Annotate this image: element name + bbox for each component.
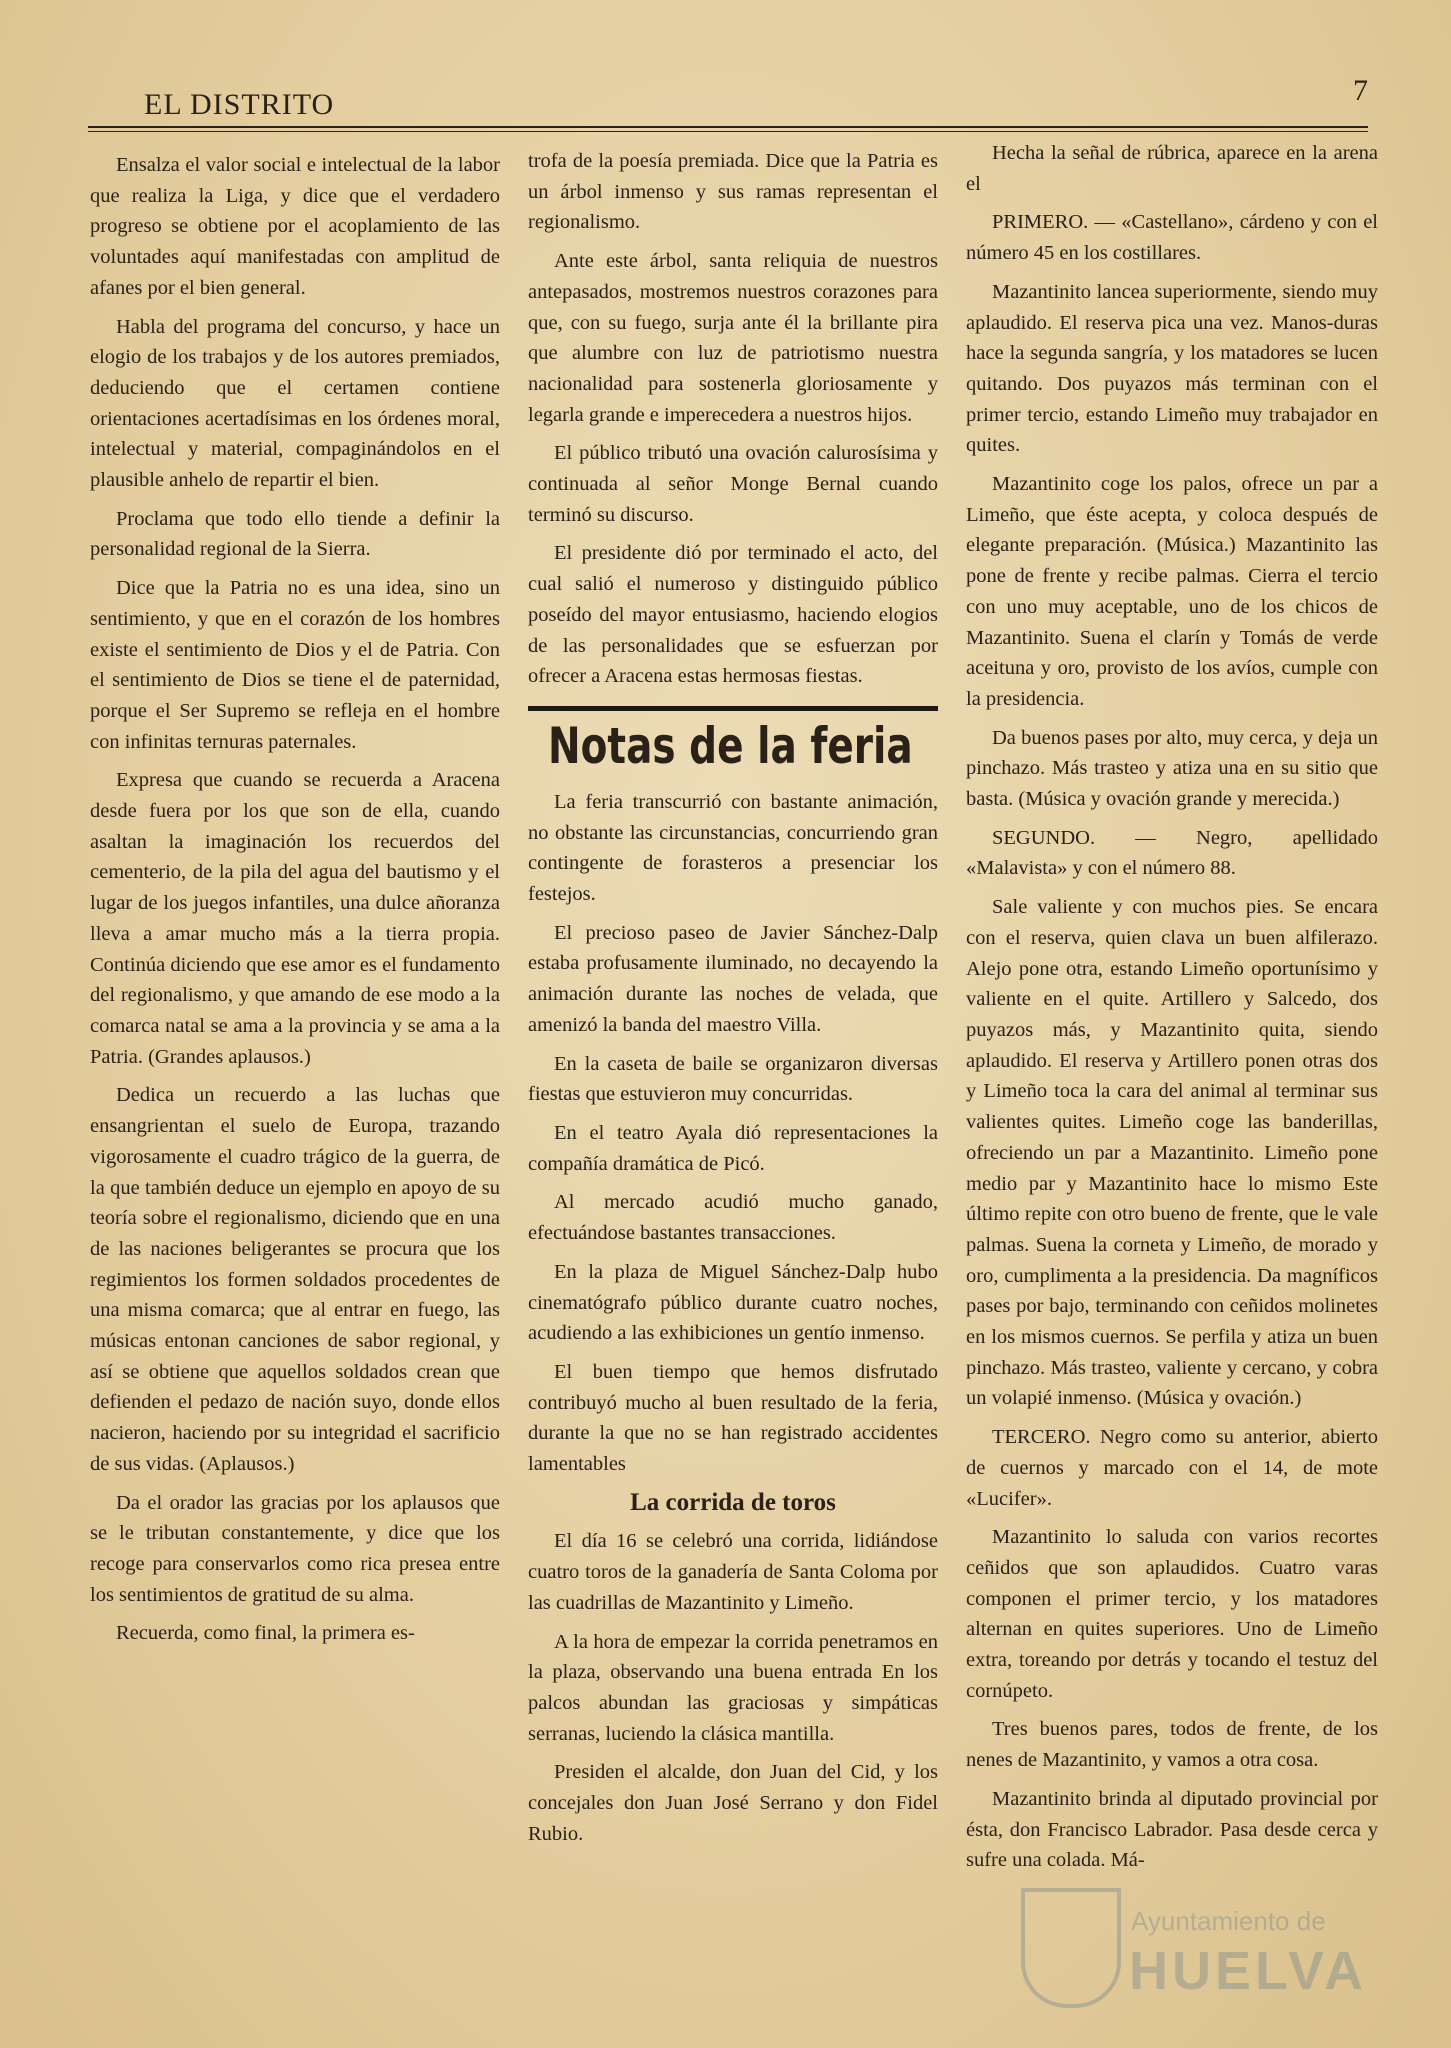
masthead — [88, 74, 1368, 132]
paragraph: Sale valiente y con muchos pies. Se encara con el reserva, quien clava un buen alfilerazo. Alejo pone otra, estando Limeño oportunísimo y valiente en el quite. Artillero y Salcedo, dos puyazos más, y Mazantinito quita, siendo aplaudido. El reserva y Artillero ponen otras dos y Limeño toca la cara del animal al terminar sus valientes quites. Limeño coge las banderillas, ofreciendo un par a Mazantinito. Limeño pone medio par y Mazantinito hace lo mismo Este último repite con otro bueno de frente, que le vale palmas. Suena la corneta y Limeño, de morado y oro, cumplimenta a la presidencia. Da magníficos pases por bajo, terminando con ceñidos molinetes en los mismos cuernos. Se perfila y atiza un buen pinchazo. Más trasteo, valiente y cercano, y cobra un volapié inmenso. (Música y ovación.) — [966, 896, 1378, 1410]
watermark-line-1: Ayuntamiento de — [1131, 1906, 1326, 1936]
paragraph: En la caseta de baile se organizaron diversas fiestas que estuvieron muy concurridas. — [528, 1052, 938, 1106]
paragraph: Mazantinito lo saluda con varios recortes ceñidos que son aplaudidos. Cuatro varas componen el primer tercio, y los matadores alternan en quites superiores. Uno de Limeño extra, toreando por detrás y tocando el testuz del cornúpeto. — [966, 1526, 1378, 1702]
paragraph: A la hora de empezar la corrida penetramos en la plaza, observando una buena entrada En los palcos abundan las graciosas y simpáticas serranas, luciendo la clásica mantilla. — [528, 1630, 938, 1745]
paragraph: Ensalza el valor social e intelectual de la labor que realiza la Liga, y dice que el verdadero progreso se obtiene por el acoplamiento de las voluntades aquí manifestadas con amplitud de afanes por el bien general. — [90, 154, 500, 299]
paragraph: TERCERO. Negro como su anterior, abierto de cuernos y marcado con el 14, de mote «Lucifer». — [966, 1426, 1378, 1510]
paragraph: Tres buenos pares, todos de frente, de los nenes de Mazantinito, y vamos a otra cosa. — [966, 1718, 1378, 1772]
shield-icon — [1021, 1888, 1121, 2008]
paragraph: SEGUNDO. — Negro, apellidado «Malavista» y con el número 88. — [966, 826, 1378, 880]
paragraph: PRIMERO. — «Castellano», cárdeno y con el número 45 en los costillares. — [966, 211, 1378, 265]
paragraph: Mazantinito lancea superiormente, siendo muy aplaudido. El reserva pica una vez. Manos-duras hace la segunda sangría, y los matadores se lucen quitando. Dos puyazos más terminan con el primer tercio, estando Limeño muy trabajador en quites. — [966, 280, 1378, 457]
paragraph: Recuerda, como final, la primera es- — [116, 1622, 415, 1645]
paragraph: Dedica un recuerdo a las luchas que ensangrientan el suelo de Europa, trazando vigorosamente el cuadro trágico de la guerra, de la que también deduce un ejemplo en apoyo de su teoría sobre el regionalismo, diciendo que en una de las naciones beligerantes se procura que los regimientos los formen soldados procedentes de una misma comarca; que al entrar en fuego, las músicas entonan canciones de sabor regional, y así se obtiene que aquellos soldados crean que defienden el pedazo de nación suyo, donde ellos nacieron, haciendo por su integridad el sacrificio de sus vidas. (Aplausos.) — [90, 1084, 500, 1475]
paragraph: Hecha la señal de rúbrica, aparece en la arena el — [966, 142, 1378, 195]
paragraph: Da el orador las gracias por los aplausos que se le tributan constantemente, y dice que los recoge para conservarlos como rica presea entre los sentimientos de gratitud de su alma. — [90, 1491, 500, 1606]
page-number: 7 — [1353, 74, 1368, 107]
paragraph: Dice que la Patria no es una idea, sino un sentimiento, y que en el corazón de los hombres existe el sentimiento de Dios y el de Patria. Con el sentimiento de Dios se tiene el de paternidad, porque el Ser Supremo se refleja en el hombre con infinitas ternuras paternales. — [90, 577, 500, 753]
paragraph: La feria transcurrió con bastante animación, no obstante las circunstancias, concurriendo gran contingente de forasteros a presenciar los festejos. — [528, 790, 938, 906]
paragraph: Ante este árbol, santa reliquia de nuestros antepasados, mostremos nuestros corazones para que, con su fuego, surja ante él la brillante pira que alumbre con luz de patriotismo nuestra nacionalidad para sostenerla gloriosamente y legarla grande e imperecedera a nuestros hijos. — [528, 250, 938, 426]
paragraph: En el teatro Ayala dió representaciones la compañía dramática de Picó. — [528, 1121, 938, 1175]
paragraph: Mazantinito coge los palos, ofrece un par a Limeño, que éste acepta, y coloca después de elegante preparación. (Música.) Mazantinito las pone de frente y recibe palmas. Cierra el tercio con uno muy aceptable, uno de los chicos de Mazantinito. Suena el clarín y Tomás de verde aceituna y oro, provisto de los avíos, cumple con la presidencia. — [966, 473, 1378, 710]
paragraph: El buen tiempo que hemos disfrutado contribuyó mucho al buen resultado de la feria, durante la que no se han registrado accidentes lamentables — [528, 1360, 938, 1476]
section-rule — [528, 706, 938, 711]
paragraph: El día 16 se celebró una corrida, lidiándose cuatro toros de la ganadería de Santa Coloma por las cuadrillas de Mazantinito y Limeño. — [528, 1530, 938, 1614]
paragraph: Habla del programa del concurso, y hace un elogio de los trabajos y de los autores premiados, deduciendo que el certamen contiene orientaciones acertadísimas en los órdenes moral, intelectual y material, compaginándolos en el plausible anhelo de repartir el bien. — [90, 315, 500, 492]
paragraph: El precioso paseo de Javier Sánchez-Dalp estaba profusamente iluminado, no decayendo la animación durante las noches de velada, que amenizó la banda del maestro Villa. — [528, 921, 938, 1036]
paragraph: En la plaza de Miguel Sánchez-Dalp hubo cinematógrafo público durante cuatro noches, acudiendo a las exhibiciones un gentío inmenso. — [528, 1260, 938, 1345]
column-1 — [90, 150, 500, 1657]
section-subheading: La corrida de toros — [630, 1488, 836, 1516]
paragraph: Proclama que todo ello tiende a definir la personalidad regional de la Sierra. — [90, 507, 500, 561]
archive-watermark — [1021, 1888, 1371, 2008]
paragraph: Da buenos pases por alto, muy cerca, y deja un pinchazo. Más trasteo y atiza una en su sitio que basta. (Música y ovación grande y merecida.) — [966, 726, 1378, 811]
paragraph: Al mercado acudió mucho ganado, efectuándose bastantes transacciones. — [528, 1191, 938, 1245]
paragraph: Expresa que cuando se recuerda a Aracena desde fuera por los que son de ella, cuando asaltan la imaginación los recuerdos del cementerio, de la pila del agua del bautismo y el lugar de los juegos infantiles, una dulce añoranza lleva a amar mucho más a la tierra propia. Continúa diciendo que ese amor es el fundamento del regionalismo, y que amando de ese modo a la comarca natal se ama a la provincia y se ama a la Patria. (Grandes aplausos.) — [90, 769, 500, 1068]
paragraph: Mazantinito brinda al diputado provincial por ésta, don Francisco Labrador. Pasa desde cerca y sufre una colada. Má- — [966, 1787, 1378, 1872]
masthead-rule-thin — [88, 131, 1368, 132]
paragraph: Presiden el alcalde, don Juan del Cid, y los concejales don Juan José Serrano y don Fidel Rubio. — [528, 1761, 938, 1845]
masthead-rule — [88, 126, 1368, 128]
column-3 — [966, 138, 1378, 1884]
watermark-line-2: HUELVA — [1129, 1941, 1367, 2001]
column-2 — [528, 146, 938, 1857]
newspaper-title: EL DISTRITO — [144, 88, 335, 121]
article-headline: Notas de la feria — [548, 716, 913, 775]
paragraph: El público tributó una ovación calurosísima y continuada al señor Monge Bernal cuando terminó su discurso. — [528, 442, 938, 526]
paragraph: El presidente dió por terminado el acto, del cual salió el numeroso y distinguido público poseído del mayor entusiasmo, haciendo elogios de las personalidades que se esfuerzan por ofrecer a Aracena estas hermosas fiestas. — [528, 542, 938, 688]
paragraph-continuation: trofa de la poesía premiada. Dice que la Patria es un árbol inmenso y sus ramas representan el regionalismo. — [528, 150, 938, 234]
